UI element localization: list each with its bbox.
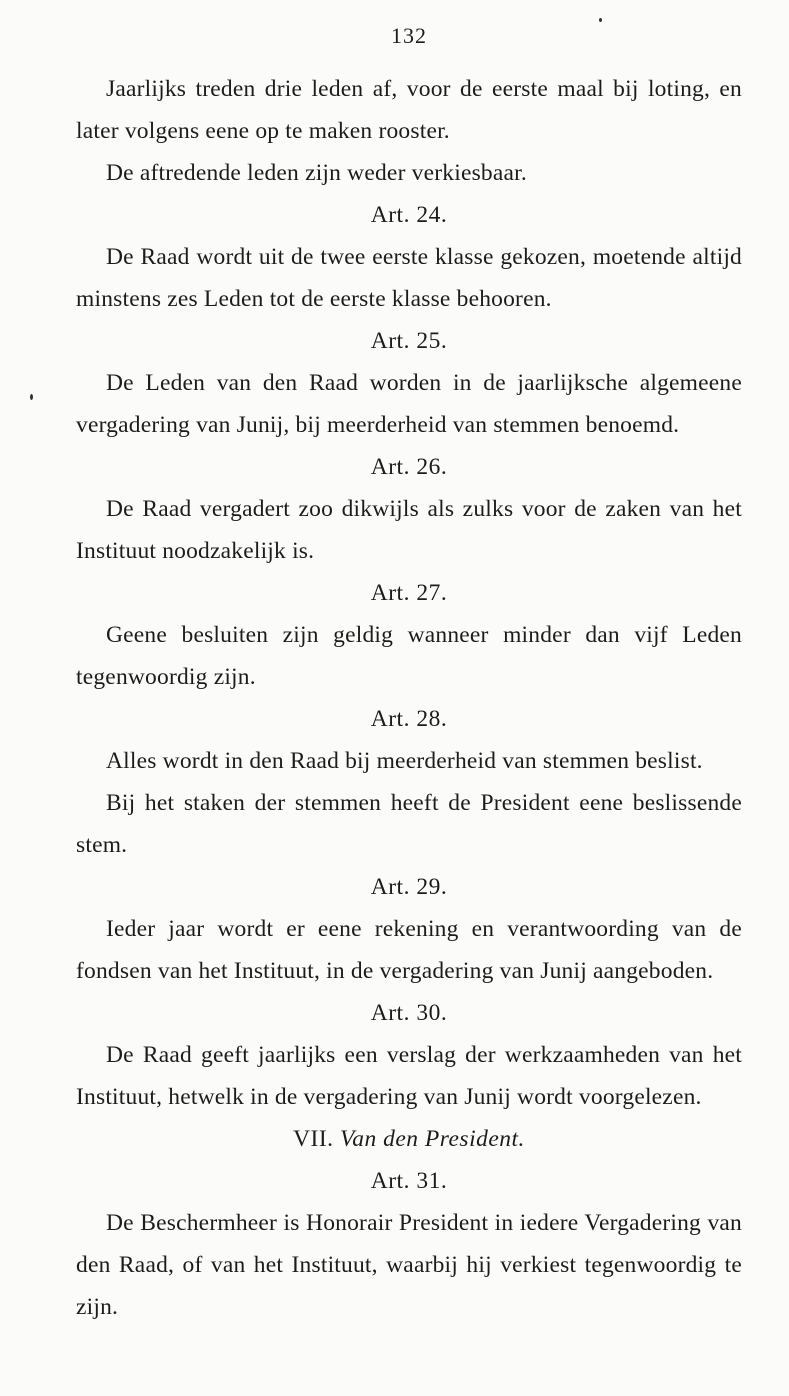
section-vii-heading bbox=[76, 1118, 742, 1160]
article-25-heading: Art. 25. bbox=[370, 328, 448, 354]
article-31-heading: Art. 31. bbox=[370, 1168, 448, 1194]
article-31-text: De Beschermheer is Honorair President in iedere Vergadering van den Raad, of van het Instituut, waarbij hij verkiest tegenwoordig te zijn. bbox=[76, 1210, 742, 1320]
paragraph-reeligible: De aftredende leden zijn weder verkiesbaar. bbox=[106, 160, 527, 186]
article-26-text: De Raad vergadert zoo dikwijls als zulks voor de zaken van het Instituut noodzakelijk is. bbox=[76, 496, 742, 564]
article-24-text: De Raad wordt uit de twee eerste klasse gekozen, moetende altijd minstens zes Leden tot de eerste klasse behooren. bbox=[76, 244, 742, 312]
article-26-heading: Art. 26. bbox=[370, 454, 448, 480]
book-page bbox=[76, 20, 742, 1328]
article-27-heading: Art. 27. bbox=[370, 580, 448, 606]
paragraph-election-rotation: Jaarlijks treden drie leden af, voor de eerste maal bij loting, en later volgens eene op te maken rooster. bbox=[76, 76, 742, 144]
article-27-text: Geene besluiten zijn geldig wanneer minder dan vijf Leden tegenwoordig zijn. bbox=[76, 622, 742, 690]
article-30-heading: Art. 30. bbox=[370, 1000, 448, 1026]
article-29-heading: Art. 29. bbox=[370, 874, 448, 900]
article-29-text: Ieder jaar wordt er eene rekening en verantwoording van de fondsen van het Instituut, in de vergadering van Junij aangeboden. bbox=[76, 916, 742, 984]
article-28-text-2: Bij het staken der stemmen heeft de President eene beslissende stem. bbox=[76, 790, 742, 858]
article-28-heading: Art. 28. bbox=[370, 706, 448, 732]
article-28-text: Alles wordt in den Raad bij meerderheid van stemmen beslist. bbox=[106, 748, 703, 774]
page-number: 132 bbox=[391, 23, 427, 48]
ink-speck bbox=[599, 18, 602, 22]
ink-speck bbox=[30, 394, 33, 400]
article-24-heading: Art. 24. bbox=[370, 202, 448, 228]
article-30-text: De Raad geeft jaarlijks een verslag der werkzaamheden van het Instituut, hetwelk in de vergadering van Junij wordt voorgelezen. bbox=[76, 1042, 742, 1110]
section-title: Van den President. bbox=[339, 1126, 525, 1152]
article-25-text: De Leden van den Raad worden in de jaarlijksche algemeene vergadering van Junij, bij meerderheid van stemmen benoemd. bbox=[76, 370, 742, 438]
section-number: VII. bbox=[293, 1126, 334, 1152]
